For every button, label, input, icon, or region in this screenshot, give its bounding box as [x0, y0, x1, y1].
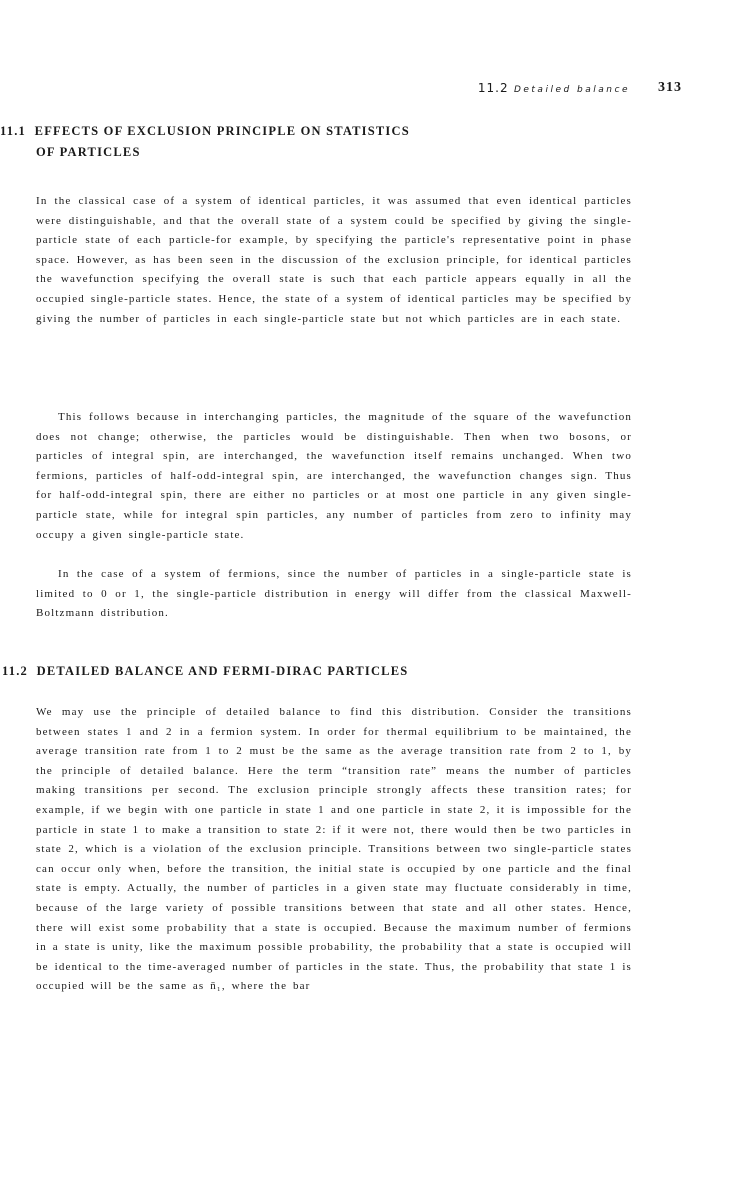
section-title-line2: OF PARTICLES [36, 145, 141, 159]
running-header [0, 80, 682, 100]
paragraph: In the case of a system of fermions, since the number of particles in a single-particle state is limited to 0 or 1, the single-particle distribution in energy will differ from the classical Maxwell-Boltzmann distribution. [36, 568, 632, 620]
section-number: 11.2 [2, 664, 28, 678]
paragraph: In the classical case of a system of identical particles, it was assumed that even identical particles were distinguishable, and that the overall state of a system could be specified by giving the single-particle state of each particle-for example, by specifying the particle's representative point in phase space. However, as has been seen in the discussion of the exclusion principle, for identical particles the wavefunction specifying the overall state is such that each particle appears equally in all the occupied single-particle states. Hence, the state of a system of identical particles may be specified by giving the number of particles in each single-particle state but not which particles are in each state. [36, 195, 632, 325]
section-heading-11-2 [2, 664, 408, 679]
running-title [478, 81, 630, 95]
section-number: 11.1 [0, 124, 26, 138]
paragraph: This follows because in interchanging particles, the magnitude of the square of the wavefunction does not change; otherwise, the particles would be distinguishable. Then when two bosons, or particles of integral spin, are interchanged, the wavefunction itself remains unchanged. When two fermions, particles of half-odd-integral spin, are interchanged, the wavefunction changes sign. Thus for half-odd-integral spin, there are either no particles or at most one particle in any given single-particle state, while for integral spin particles, any number of particles from zero to infinity may occupy a given single-particle state. [36, 411, 632, 541]
section-title: DETAILED BALANCE AND FERMI-DIRAC PARTICLES [36, 664, 409, 678]
paragraph: We may use the principle of detailed balance to find this distribution. Consider the transitions between states 1 and 2 in a fermion system. In order for thermal equilibrium to be maintained, the average transition rate from 1 to 2 must be the same as the average transition rate from 2 to 1, by the principle of detailed balance. Here the term “transition rate” means the number of particles making transitions per second. The exclusion principle strongly affects these transition rates; for example, if we begin with one particle in state 1 and one particle in state 2, it is impossible for the particle in state 1 to make a transition to state 2: if it were not, there would then be two particles in state 2, which is a violation of the exclusion principle. Transitions between two single-particle states can occur only when, before the transition, the initial state is occupied by one particle and the final state is empty. Actually, the number of particles in a given state may fluctuate considerably in time, because of the large variety of possible transitions between that state and all other states. Hence, there will exist some probability that a state is occupied. Because the maximum number of fermions in a state is unity, like the maximum possible probability, the probability that a state is occupied will be identical to the time-averaged number of particles in the state. Thus, the probability that state 1 is occupied will be the same as n̄₁, where the bar [36, 706, 632, 993]
section-title-line1: EFFECTS OF EXCLUSION PRINCIPLE ON STATISTICS [34, 124, 410, 138]
running-section-number: 11.2 [477, 81, 509, 95]
running-section-title: Detailed balance [513, 85, 630, 95]
section-heading-11-1 [0, 124, 410, 160]
page-number: 313 [658, 80, 682, 95]
